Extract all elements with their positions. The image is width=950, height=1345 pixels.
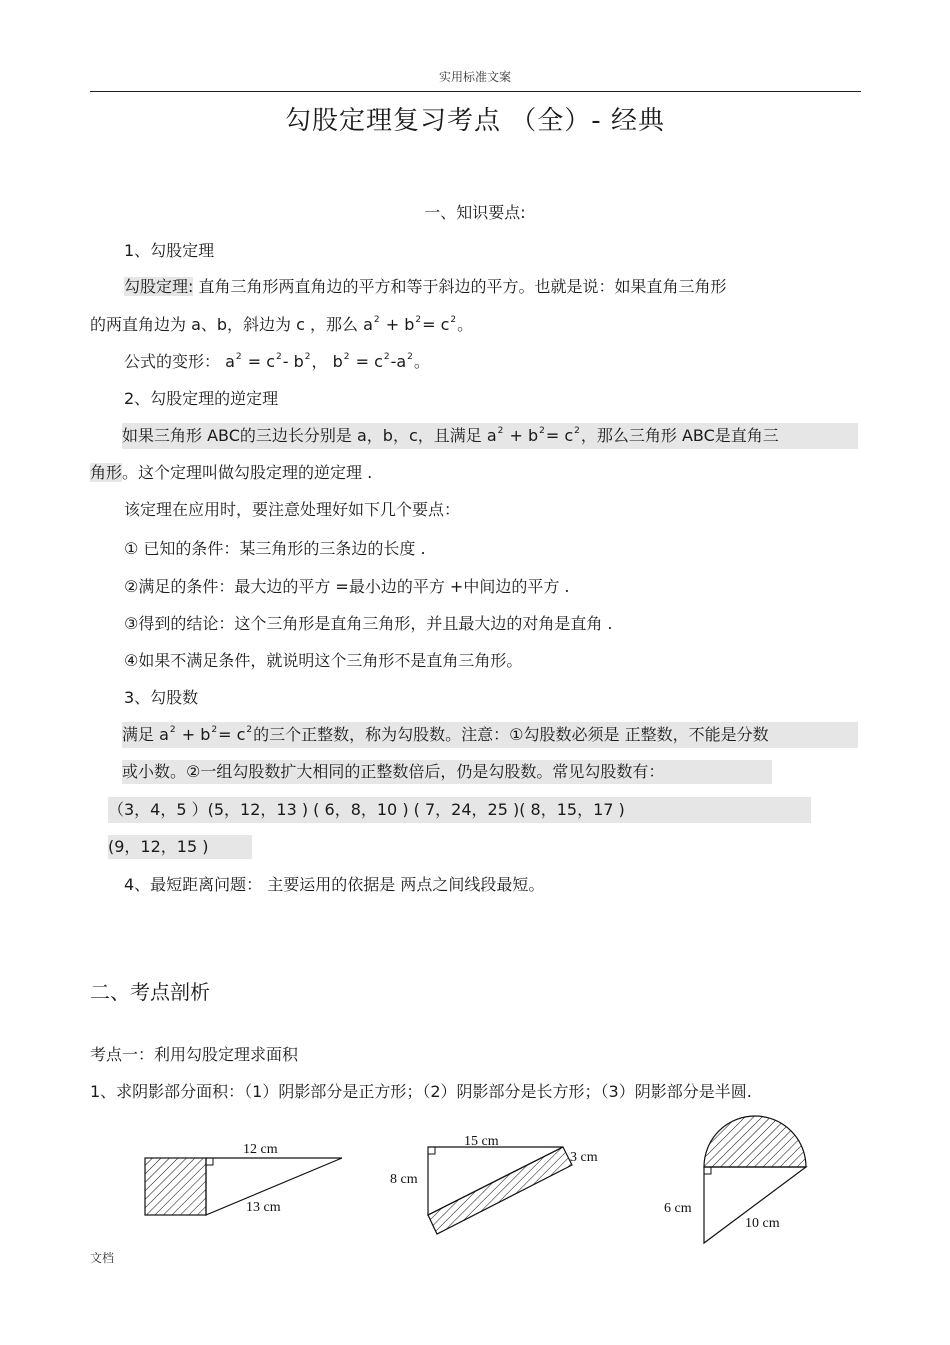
page-footer: 文档 (90, 1251, 115, 1265)
pyth-d: 的三个正整数，称为勾股数。注意：①勾股数必须是 正整数，不能是分数 (253, 725, 769, 744)
triples-line2: (9，12，15 ) (108, 835, 252, 859)
converse-line1 (122, 423, 858, 449)
converse-line2-highlight: 角形 (90, 463, 123, 482)
superscript: 2 (383, 352, 390, 362)
shaded-square (145, 1158, 206, 1215)
section2-heading: 二、考点剖析 (90, 980, 210, 1004)
pyth-a: 满足 a (122, 725, 169, 744)
formula-f: -a (390, 352, 407, 371)
superscript: 2 (246, 725, 253, 735)
header-rule (90, 91, 861, 92)
pyth-line2: 或小数。②一组勾股数扩大相同的正整数倍后，仍是勾股数。常见勾股数有： (122, 760, 772, 784)
shaded-rectangle (428, 1147, 572, 1234)
triples-line1: （3，4，5 ）(5，12，13 ) ( 6，8，10 ) ( 7，24，25 )( 8，15，17 ) (108, 797, 811, 823)
theorem-text-b: + b (380, 315, 415, 334)
formula-b: = c (242, 352, 276, 371)
page-header: 实用标准文案 (438, 70, 511, 84)
theorem-text-c: = c (422, 315, 450, 334)
superscript: 2 (235, 352, 242, 362)
pyth-line1 (122, 722, 858, 748)
superscript: 2 (497, 426, 504, 436)
figure-1 (145, 1142, 342, 1215)
converse-d: ，那么三角形 ABC是直角三 (580, 426, 779, 445)
superscript: 2 (415, 315, 422, 325)
superscript: 2 (407, 352, 413, 362)
point-2: ②满足的条件：最大边的平方 =最小边的平方 +中间边的平方 . (124, 577, 570, 596)
pyth-c: = c (218, 725, 246, 744)
converse-b: + b (504, 426, 539, 445)
converse-line2 (90, 462, 372, 484)
question-1: 1、求阴影部分面积：（1）阴影部分是正方形；（2）阴影部分是长方形；（3）阴影部分是半圆. (90, 1082, 752, 1101)
theorem-text-a: 的两直角边为 a、b，斜边为 c ，那么 a (90, 315, 373, 334)
fig2-right-label: 3 cm (570, 1150, 598, 1165)
formula-d: ， b (311, 352, 343, 371)
formula-g: 。 (413, 352, 430, 371)
item1-title: 1、勾股定理 (124, 241, 215, 260)
shaded-semicircle (704, 1116, 806, 1167)
point-3: ③得到的结论：这个三角形是直角三角形，并且最大边的对角是直角 . (124, 614, 613, 633)
superscript: 2 (450, 315, 457, 325)
figures (0, 1115, 950, 1265)
theorem-text-d: 。 (457, 315, 474, 334)
point-1: ① 已知的条件：某三角形的三条边的长度 . (124, 539, 426, 558)
converse-c: = c (545, 426, 574, 445)
fig1-top-label: 12 cm (243, 1142, 278, 1157)
superscript: 2 (574, 426, 580, 436)
item4: 4、最短距离问题： 主要运用的依据是 两点之间线段最短。 (124, 875, 545, 894)
formula-a: 公式的变形： a (124, 352, 235, 371)
item2-title: 2、勾股定理的逆定理 (124, 389, 279, 408)
theorem-text: 直角三角形两直角边的平方和等于斜边的平方。也就是说：如果直角三角形 (198, 277, 727, 296)
formula-c: - b (282, 352, 304, 371)
converse-line2-text: 。这个定理叫做勾股定理的逆定理 . (122, 463, 373, 482)
fig2-left-label: 8 cm (390, 1172, 418, 1187)
figure-2 (390, 1134, 598, 1234)
superscript: 2 (304, 352, 311, 362)
theorem-line1 (124, 276, 727, 298)
fig2-top-label: 15 cm (464, 1134, 499, 1149)
superscript: 2 (169, 725, 176, 735)
fig3-left-label: 6 cm (664, 1201, 692, 1216)
item3-title: 3、勾股数 (124, 688, 199, 707)
formula-e: = c (350, 352, 383, 371)
right-angle-mark (704, 1167, 711, 1174)
theorem-label: 勾股定理: (124, 277, 194, 296)
page-title: 勾股定理复习考点 （全）- 经典 (285, 106, 665, 136)
figure-3 (664, 1116, 806, 1243)
right-triangle (704, 1167, 806, 1243)
point-4: ④如果不满足条件，就说明这个三角形不是直角三角形。 (124, 651, 523, 670)
superscript: 2 (211, 725, 218, 735)
theorem-line2 (90, 314, 473, 339)
superscript: 2 (276, 352, 282, 362)
converse-a: 如果三角形 ABC的三边长分别是 a，b，c，且满足 a (122, 426, 497, 445)
right-angle-mark (206, 1158, 213, 1165)
fig1-hyp-label: 13 cm (246, 1200, 281, 1215)
apply-intro: 该定理在应用时，要注意处理好如下几个要点： (124, 500, 461, 519)
formula-line (124, 351, 430, 376)
pyth-b: + b (176, 725, 211, 744)
superscript: 2 (373, 315, 380, 325)
fig3-hyp-label: 10 cm (745, 1216, 780, 1231)
right-angle-mark (428, 1147, 435, 1154)
superscript: 2 (539, 426, 545, 436)
section1-heading: 一、知识要点: (424, 203, 526, 222)
superscript: 2 (343, 352, 350, 362)
kaodian1: 考点一：利用勾股定理求面积 (90, 1045, 299, 1064)
